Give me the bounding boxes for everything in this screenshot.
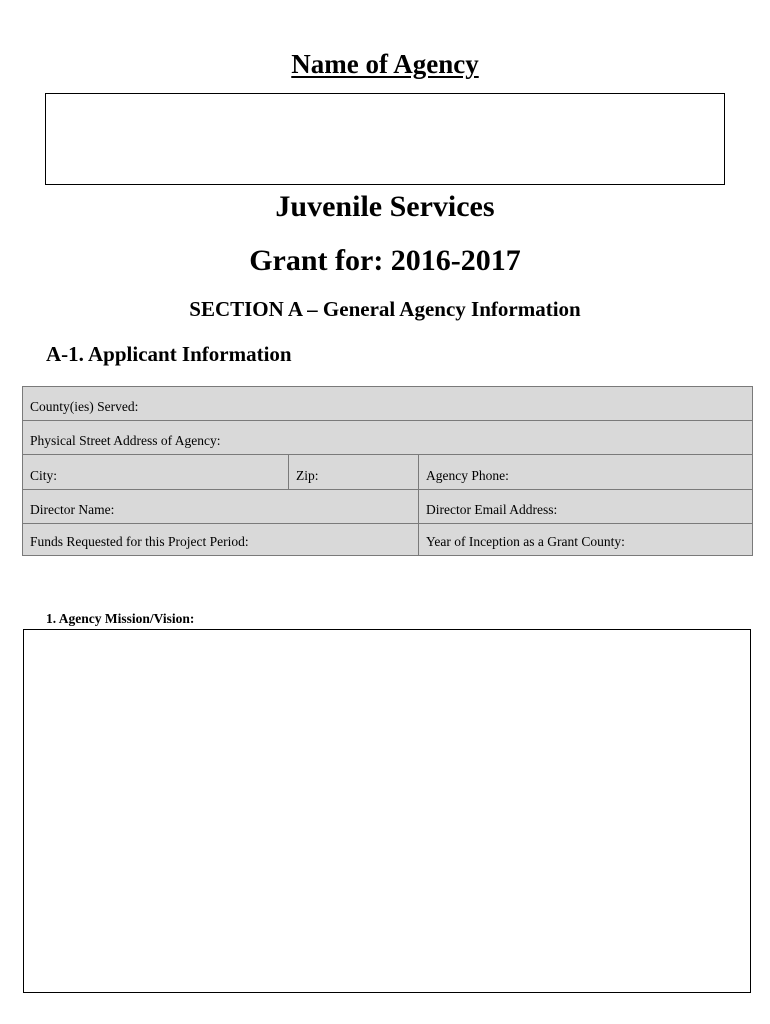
agency-phone-label: Agency Phone:	[426, 468, 509, 483]
inception-year-field[interactable]	[418, 524, 752, 555]
section-heading: SECTION A – General Agency Information	[189, 297, 581, 321]
street-address-field[interactable]	[23, 421, 752, 454]
director-name-label: Director Name:	[30, 502, 115, 517]
agency-phone-field[interactable]	[418, 455, 752, 489]
counties-served-field[interactable]	[23, 387, 752, 420]
subsection-heading: A-1. Applicant Information	[46, 342, 292, 366]
grant-period-title: Grant for: 2016-2017	[249, 244, 521, 277]
city-label: City:	[30, 468, 58, 483]
agency-name-field[interactable]	[45, 93, 725, 185]
street-address-label: Physical Street Address of Agency:	[30, 433, 221, 448]
funds-requested-label: Funds Requested for this Project Period:	[30, 534, 249, 549]
page-title: Name of Agency	[291, 49, 479, 79]
mission-vision-field[interactable]	[23, 629, 751, 993]
table-row	[23, 489, 752, 523]
table-row	[23, 387, 752, 420]
table-row	[23, 454, 752, 489]
counties-served-label: County(ies) Served:	[30, 399, 139, 414]
table-row	[23, 523, 752, 555]
city-field[interactable]	[23, 455, 288, 489]
funds-requested-field[interactable]	[23, 524, 418, 555]
director-name-field[interactable]	[23, 490, 418, 523]
program-title: Juvenile Services	[275, 190, 495, 223]
applicant-info-table	[22, 386, 753, 556]
director-email-label: Director Email Address:	[426, 502, 558, 517]
mission-vision-label: 1. Agency Mission/Vision:	[46, 611, 195, 626]
zip-label: Zip:	[296, 468, 319, 483]
director-email-field[interactable]	[418, 490, 752, 523]
table-row	[23, 420, 752, 454]
zip-field[interactable]	[288, 455, 418, 489]
inception-year-label: Year of Inception as a Grant County:	[426, 534, 625, 549]
